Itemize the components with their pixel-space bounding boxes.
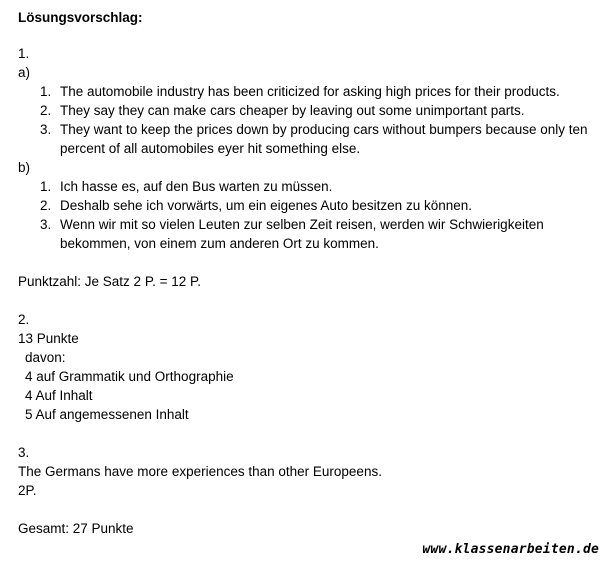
list-item-text: They want to keep the prices down by producing cars without bumpers because only ten percent of all automobiles eyer hit something else. bbox=[60, 122, 588, 156]
list-item-number: 3. bbox=[40, 217, 52, 232]
list-item-number: 1. bbox=[40, 84, 52, 99]
task3-score: 2P. bbox=[18, 483, 37, 498]
task2-number: 2. bbox=[18, 312, 30, 327]
task1-part-b-label: b) bbox=[18, 160, 31, 175]
list-item bbox=[18, 177, 598, 196]
site-url-watermark: www.klassenarbeiten.de bbox=[422, 542, 599, 557]
spacer bbox=[18, 424, 598, 443]
spacer bbox=[18, 291, 598, 310]
spacer bbox=[18, 253, 598, 272]
list-item-number: 1. bbox=[40, 179, 52, 194]
list-item bbox=[18, 82, 598, 101]
list-item-number: 3. bbox=[40, 122, 52, 137]
solution-content bbox=[18, 44, 598, 538]
list-item-text: Ich hasse es, auf den Bus warten zu müssen. bbox=[60, 179, 333, 194]
task1-score: Punktzahl: Je Satz 2 P. = 12 P. bbox=[18, 274, 202, 289]
task1-part-b-list bbox=[18, 177, 598, 253]
task2-intro: davon: bbox=[25, 350, 66, 365]
task2-breakdown-item: 4 auf Grammatik und Orthographie bbox=[25, 369, 234, 384]
list-item bbox=[18, 196, 598, 215]
list-item bbox=[18, 101, 598, 120]
list-item-text: Deshalb sehe ich vorwärts, um ein eigenes Auto besitzen zu können. bbox=[60, 198, 472, 213]
task1-number: 1. bbox=[18, 46, 30, 61]
task2-breakdown-item: 4 Auf Inhalt bbox=[25, 388, 93, 403]
list-item-text: They say they can make cars cheaper by leaving out some unimportant parts. bbox=[60, 103, 525, 118]
list-item-number: 2. bbox=[40, 103, 52, 118]
task3-number: 3. bbox=[18, 445, 30, 460]
list-item-text: The automobile industry has been criticized for asking high prices for their products. bbox=[60, 84, 560, 99]
task2-breakdown-item: 5 Auf angemessenen Inhalt bbox=[25, 407, 189, 422]
task1-part-a-list bbox=[18, 82, 598, 158]
list-item bbox=[18, 215, 598, 253]
list-item-number: 2. bbox=[40, 198, 52, 213]
list-item bbox=[18, 120, 598, 158]
spacer bbox=[18, 500, 598, 519]
task2-total: 13 Punkte bbox=[18, 331, 79, 346]
task3-answer: The Germans have more experiences than other Europeens. bbox=[18, 464, 382, 479]
page-title: Lösungsvorschlag: bbox=[18, 10, 143, 25]
grand-total: Gesamt: 27 Punkte bbox=[18, 521, 134, 536]
task1-part-a-label: a) bbox=[18, 65, 31, 80]
list-item-text: Wenn wir mit so vielen Leuten zur selben Zeit reisen, werden wir Schwierigkeiten bekommen, von einem zum anderen Ort zu kommen. bbox=[60, 217, 544, 251]
